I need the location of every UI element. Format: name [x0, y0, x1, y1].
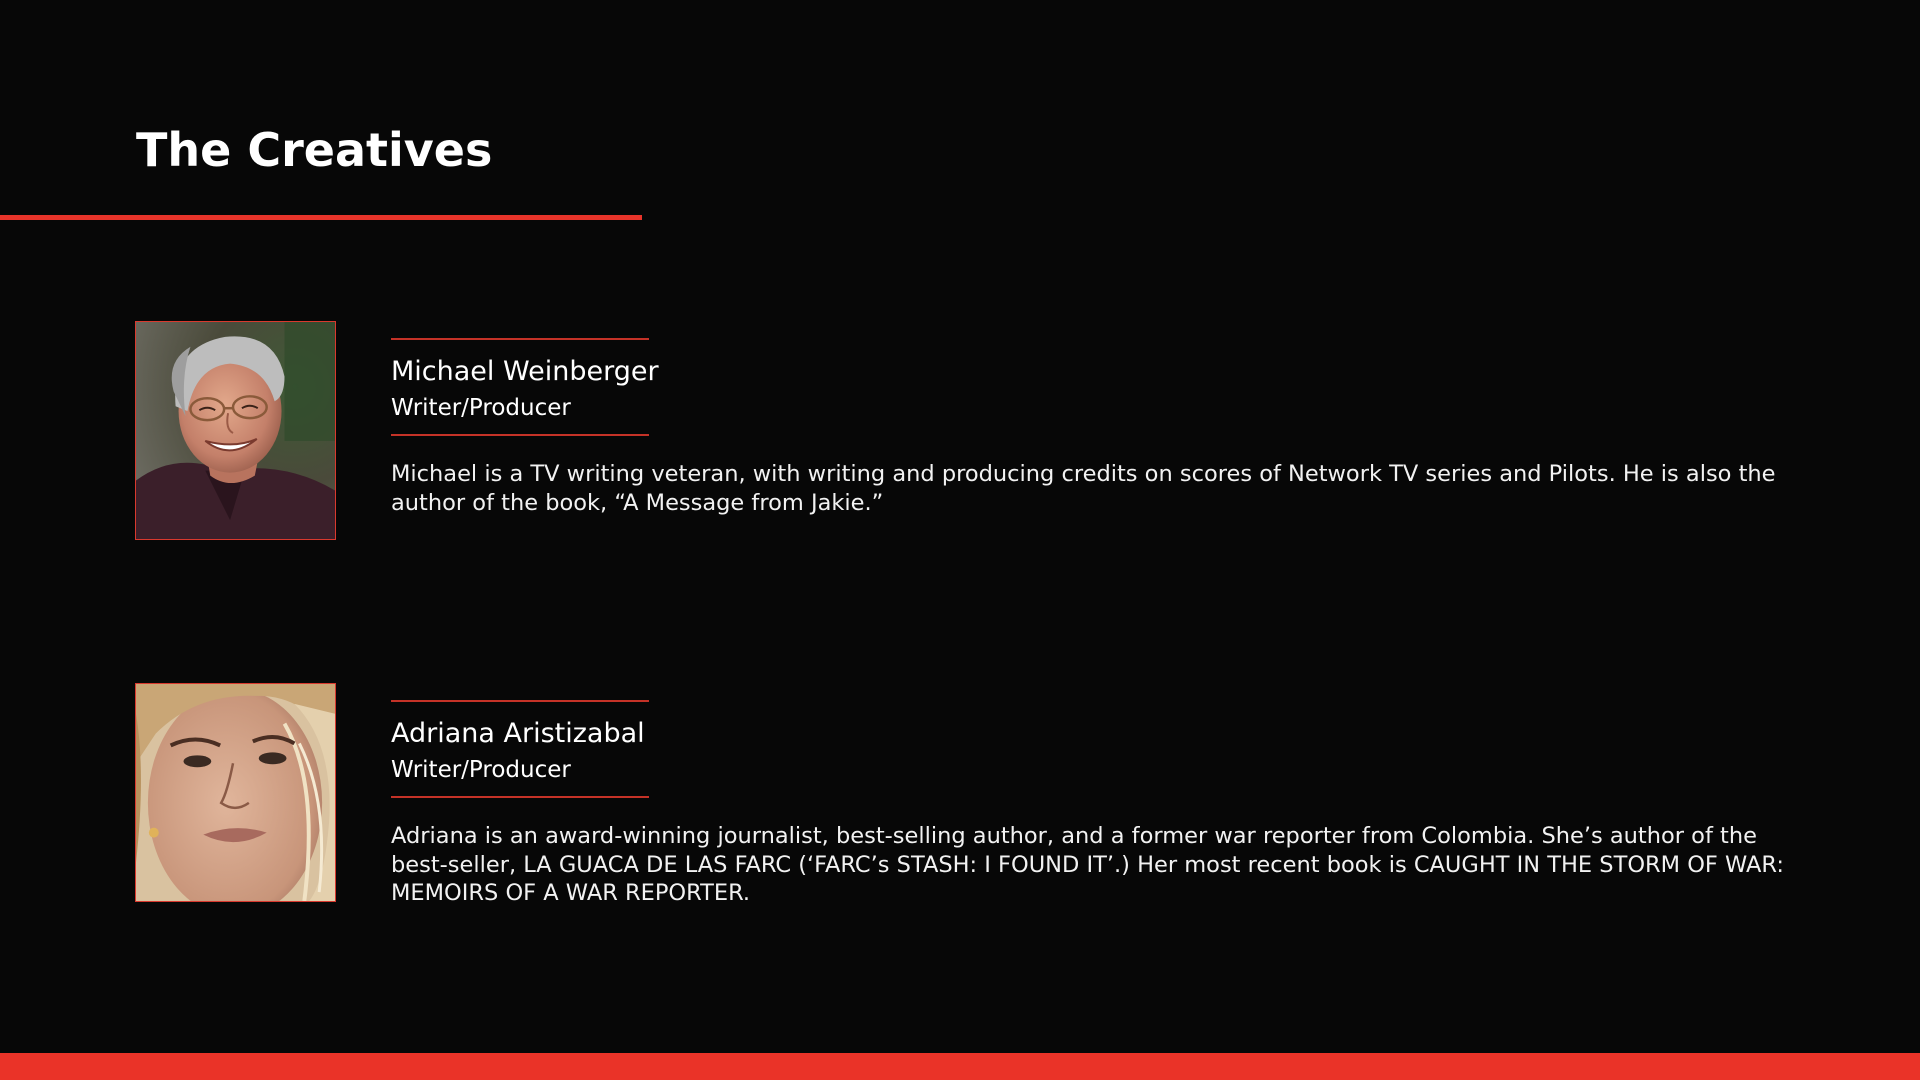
- creative-bio: Michael is a TV writing veteran, with writing and producing credits on scores of Network TV series and Pilots. He is also the author of the book, “A Message from Jakie.”: [391, 461, 1776, 516]
- name-rule-top: [391, 338, 649, 340]
- title-underline: [0, 215, 642, 220]
- name-rule-bottom: [391, 796, 649, 798]
- name-rule-bottom: [391, 434, 649, 436]
- portrait-woman-photo: [135, 683, 336, 902]
- creative-role: Writer/Producer: [391, 395, 571, 421]
- creative-name: Adriana Aristizabal: [391, 718, 645, 749]
- portrait-man-illustration: [136, 322, 335, 539]
- creative-name: Michael Weinberger: [391, 356, 659, 387]
- creative-bio: Adriana is an award-winning journalist, best-selling author, and a former war reporter from Colombia. She’s author of the best-seller, LA GUACA DE LAS FARC (‘FARC’s STASH: I FOUND IT’.) Her most recent book is CAUGHT IN THE STORM OF WAR: MEMOIRS OF A WAR REPORTER.: [391, 823, 1784, 906]
- portrait-man-photo: [135, 321, 336, 540]
- name-rule-top: [391, 700, 649, 702]
- page-title: The Creatives: [136, 123, 493, 177]
- portrait-woman-illustration: [136, 684, 335, 901]
- creative-role: Writer/Producer: [391, 757, 571, 783]
- footer-accent-bar: [0, 1053, 1920, 1080]
